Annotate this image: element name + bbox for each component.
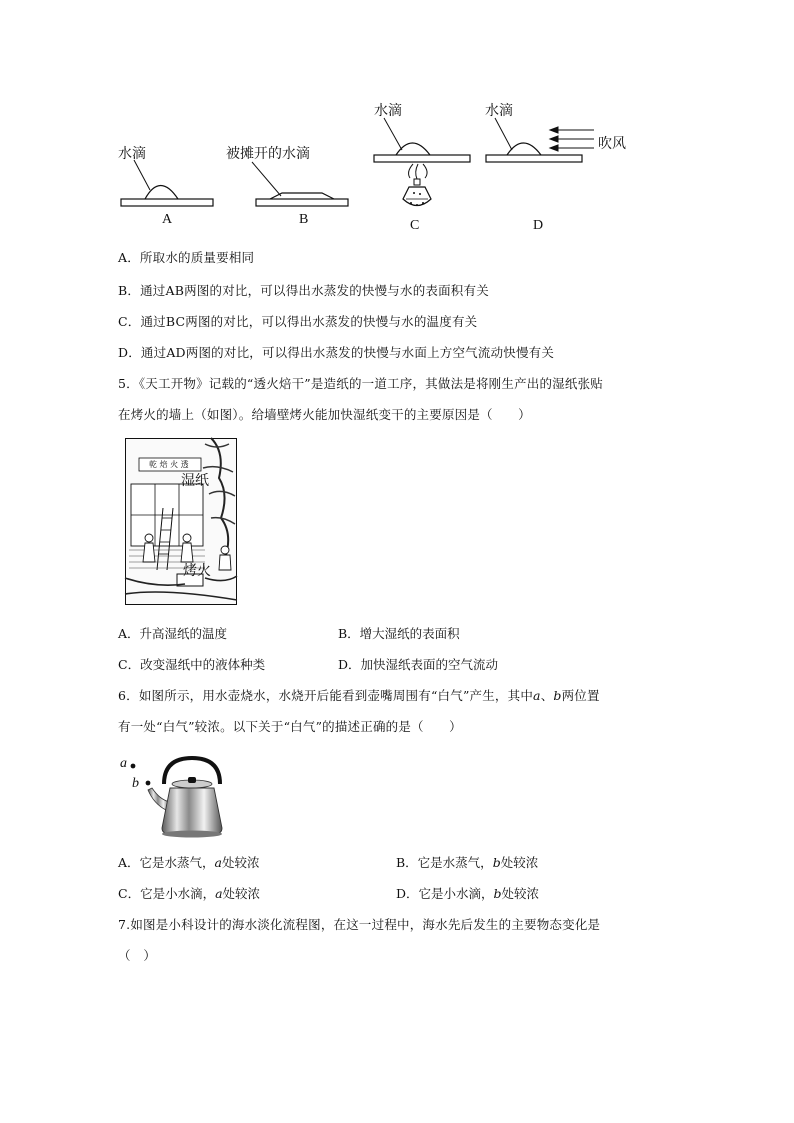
q5-option-a: A．升高湿纸的温度 <box>118 626 228 641</box>
figure-d-drawing <box>0 0 794 240</box>
q4-option-c: C．通过BC两图的对比，可以得出水蒸发的快慢与水的温度有关 <box>118 314 478 329</box>
q6-option-d-var: b <box>493 886 502 901</box>
q6-stem-line1-text: 6．如图所示，用水壶烧水，水烧开后能看到壶嘴周围有“白气”产生，其中 <box>118 688 534 703</box>
q6-option-c <box>118 884 260 902</box>
q6-var-b: b <box>553 688 562 703</box>
q6-option-c-var: a <box>215 886 223 901</box>
kettle-drawing <box>118 750 228 842</box>
q5-stem-line2: 在烤火的墙上（如图）。给墙壁烤火能加快湿纸变干的主要原因是（ ） <box>118 407 531 422</box>
kettle-label-b: b <box>132 776 139 791</box>
q6-option-d-end: 处较浓 <box>501 886 540 901</box>
q4-option-b: B．通过AB两图的对比，可以得出水蒸发的快慢与水的表面积有关 <box>118 283 489 298</box>
label-fire: 烤火 <box>183 563 211 579</box>
q6-option-b <box>396 853 538 871</box>
q6-option-d-text: D．它是小水滴， <box>396 886 494 901</box>
q6-option-c-end: 处较浓 <box>222 886 261 901</box>
kettle-label-a: a <box>120 756 127 771</box>
q6-option-b-end: 处较浓 <box>500 855 539 870</box>
q5-option-c: C．改变湿纸中的液体种类 <box>118 657 266 672</box>
q6-var-a: a <box>533 688 541 703</box>
woodcut-banner: 乾 焙 火 透 <box>149 460 189 469</box>
q6-stem-line2: 有一处“白气”较浓。以下关于“白气”的描述正确的是（ ） <box>118 719 462 734</box>
q6-option-b-var: b <box>492 855 501 870</box>
q4-option-a: A．所取水的质量要相同 <box>118 250 255 265</box>
q7-stem-line2: （ ） <box>118 948 157 963</box>
caption-b: B <box>299 212 309 227</box>
label-spread-drop-b: 被摊开的水滴 <box>226 146 310 162</box>
label-water-drop-c: 水滴 <box>374 103 402 119</box>
q6-option-d <box>396 884 539 902</box>
label-blow-wind: 吹风 <box>598 136 626 152</box>
q7-stem-line1: 7.如图是小科设计的海水淡化流程图，在这一过程中，海水先后发生的主要物态变化是 <box>118 917 601 932</box>
q5-woodcut-figure <box>125 438 237 605</box>
q5-option-b: B．增大湿纸的表面积 <box>338 626 460 641</box>
label-wet-paper: 湿纸 <box>181 473 209 489</box>
label-water-drop-a: 水滴 <box>118 146 146 162</box>
q4-option-d: D．通过AD两图的对比，可以得出水蒸发的快慢与水面上方空气流动快慢有关 <box>118 345 555 360</box>
q6-stem-line1-end: 两位置 <box>561 688 600 703</box>
q6-option-b-text: B．它是水蒸气， <box>396 855 493 870</box>
caption-d: D <box>533 218 544 233</box>
q6-stem-line1 <box>118 686 600 704</box>
q6-sep: 、 <box>540 688 554 703</box>
caption-a: A <box>162 212 173 227</box>
caption-c: C <box>410 218 420 233</box>
q6-option-a <box>118 853 260 871</box>
q5-stem-line1: 5．《天工开物》记载的“透火焙干”是造纸的一道工序，其做法是将刚生产出的湿纸张贴 <box>118 376 603 391</box>
q6-option-a-text: A．它是水蒸气， <box>118 855 215 870</box>
q6-option-a-end: 处较浓 <box>221 855 260 870</box>
q6-option-a-var: a <box>214 855 222 870</box>
label-water-drop-d: 水滴 <box>485 103 513 119</box>
q6-option-c-text: C．它是小水滴， <box>118 886 216 901</box>
q6-kettle-figure <box>118 750 228 842</box>
q5-option-d: D．加快湿纸表面的空气流动 <box>338 657 499 672</box>
